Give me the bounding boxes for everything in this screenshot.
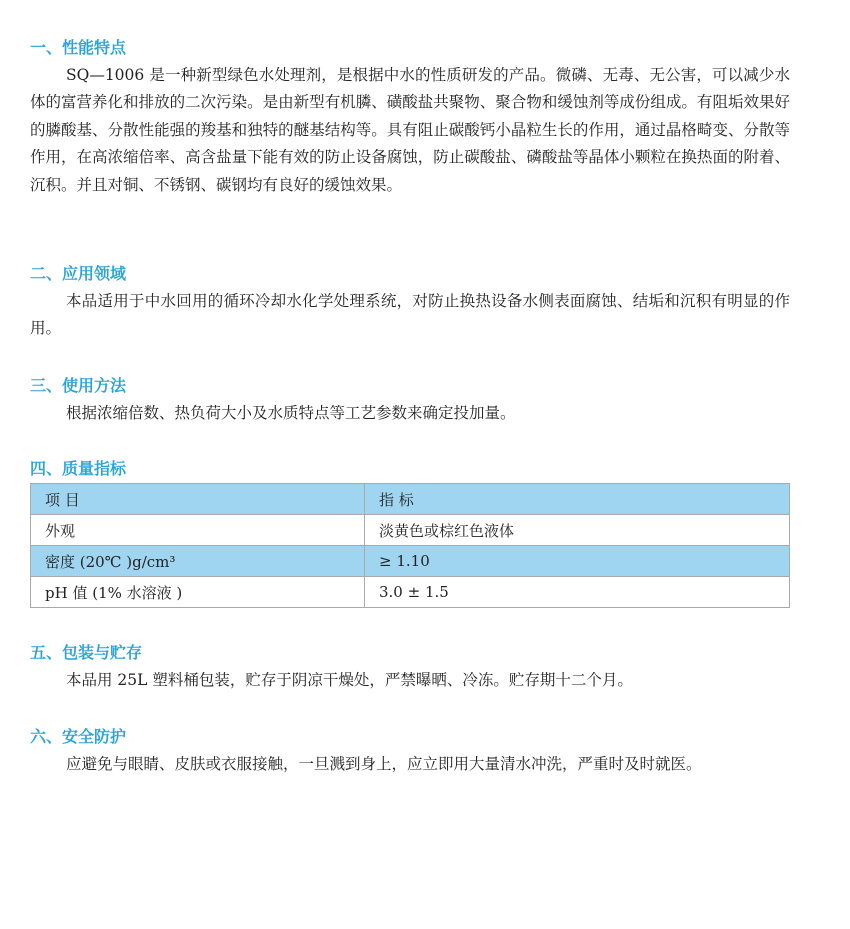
- section-heading: 六、安全防护: [30, 727, 127, 746]
- section-paragraph: 本品用 25L 塑料桶包装，贮存于阴凉干燥处，严禁曝晒、冷冻。贮存期十二个月。: [66, 671, 633, 689]
- section-heading: 三、使用方法: [30, 376, 127, 395]
- section-application: [30, 264, 790, 343]
- table-header-row: [31, 484, 790, 515]
- table-row: [31, 546, 790, 577]
- section-safety: [30, 727, 790, 778]
- section-packaging: [30, 643, 790, 694]
- quality-table: [30, 483, 790, 608]
- section-paragraph: 本品适用于中水回用的循环冷却水化学处理系统，对防止换热设备水侧表面腐蚀、结垢和沉积有明显的作用。: [30, 292, 790, 338]
- section-heading: 一、性能特点: [30, 38, 127, 57]
- section-paragraph: 根据浓缩倍数、热负荷大小及水质特点等工艺参数来确定投加量。: [66, 404, 516, 422]
- table-row: [31, 577, 790, 608]
- section-heading: 二、应用领域: [30, 264, 127, 283]
- table-cell: ≥ 1.10: [365, 546, 790, 577]
- table-row: [31, 515, 790, 546]
- section-paragraph: 应避免与眼睛、皮肤或衣服接触，一旦溅到身上，应立即用大量清水冲洗，严重时及时就医。: [66, 755, 702, 773]
- section-heading: 四、质量指标: [30, 459, 127, 478]
- table-cell: 外观: [31, 515, 365, 546]
- table-cell: 密度 (20℃ )g/cm³: [31, 546, 365, 577]
- section-paragraph: SQ—1006 是一种新型绿色水处理剂，是根据中水的性质研发的产品。微磷、无毒、无公害，可以减少水体的富营养化和排放的二次污染。是由新型有机膦、磺酸盐共聚物、聚合物和缓蚀剂等成份组成。有阻垢效果好的膦酸基、分散性能强的羧基和独特的醚基结构等。具有阻止碳酸钙小晶粒生长的作用，通过晶格畸变、分散等作用，在高浓缩倍率、高含盐量下能有效的防止设备腐蚀，防止碳酸盐、磷酸盐等晶体小颗粒在换热面的附着、沉积。并且对铜、不锈钢、碳钢均有良好的缓蚀效果。: [30, 66, 790, 194]
- section-performance: [30, 38, 790, 199]
- section-heading: 五、包装与贮存: [30, 643, 143, 662]
- table-header-cell: 项 目: [31, 484, 365, 515]
- section-usage: [30, 376, 790, 427]
- table-cell: pH 值 (1% 水溶液 ): [31, 577, 365, 608]
- table-cell: 3.0 ± 1.5: [365, 577, 790, 608]
- table-cell: 淡黄色或棕红色液体: [365, 515, 790, 546]
- section-quality: [30, 459, 790, 479]
- table-header-cell: 指 标: [365, 484, 790, 515]
